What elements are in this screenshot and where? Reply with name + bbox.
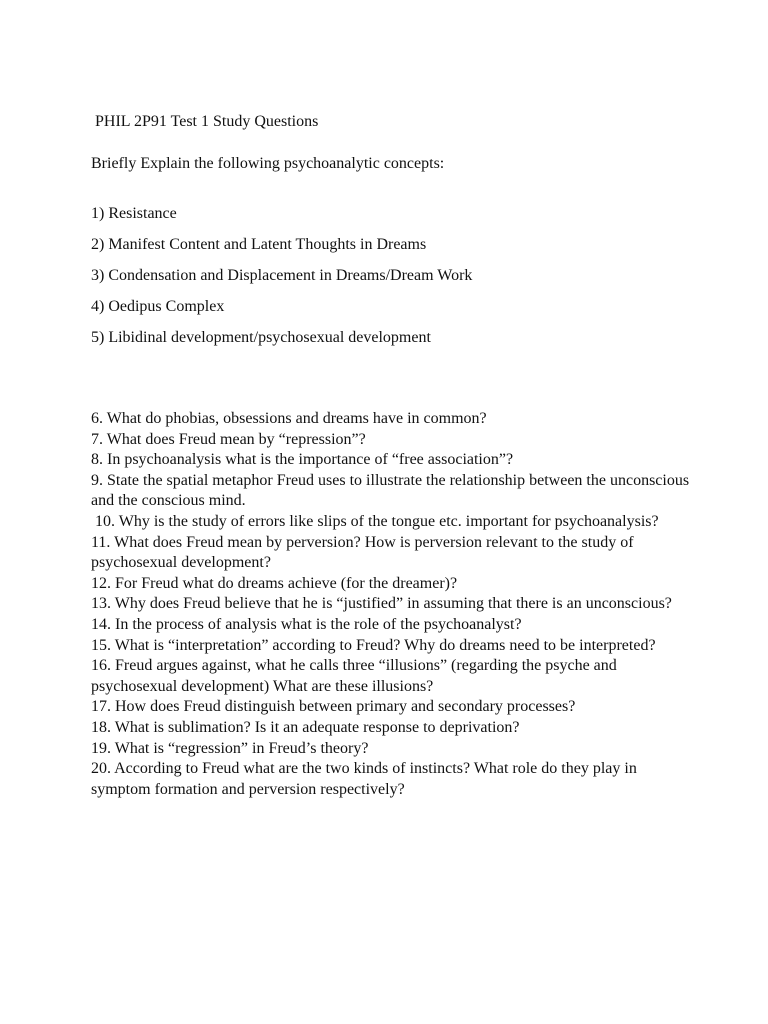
question-item: 19. What is “regression” in Freud’s theory? (91, 739, 369, 757)
question-item: 18. What is sublimation? Is it an adequate response to deprivation? (91, 718, 520, 736)
question-item: 11. What does Freud mean by perversion? How is perversion relevant to the study of psychosexual development? (91, 533, 634, 572)
concept-item: 1) Resistance (91, 205, 177, 222)
concept-item: 2) Manifest Content and Latent Thoughts in Dreams (91, 236, 427, 253)
question-item: 17. How does Freud distinguish between primary and secondary processes? (91, 698, 576, 716)
question-item: 14. In the process of analysis what is the role of the psychoanalyst? (91, 615, 522, 633)
question-list (91, 409, 691, 800)
question-item: 12. For Freud what do dreams achieve (for the dreamer)? (91, 574, 458, 592)
question-item: 9. State the spatial metaphor Freud uses to illustrate the relationship between the unconscious and the conscious mind. (91, 471, 690, 510)
question-item: 16. Freud argues against, what he calls three “illusions” (regarding the psyche and psychosexual development) What are these illusions? (91, 657, 617, 695)
concept-item: 3) Condensation and Displacement in Dreams/Dream Work (91, 267, 473, 284)
question-item: 13. Why does Freud believe that he is “justified” in assuming that there is an unconscious? (91, 595, 672, 613)
question-item: 20. According to Freud what are the two kinds of instincts? What role do they play in symptom formation and perversion respectively? (91, 760, 637, 798)
concept-item: 5) Libidinal development/psychosexual development (91, 329, 431, 346)
question-item: 15. What is “interpretation” according to Freud? Why do dreams need to be interpreted? (91, 636, 656, 654)
concept-item: 4) Oedipus Complex (91, 298, 225, 315)
question-item: 8. In psychoanalysis what is the importance of “free association”? (91, 451, 514, 469)
question-item: 10. Why is the study of errors like slips of the tongue etc. important for psychoanalysis? (95, 512, 659, 530)
instructions-text: Briefly Explain the following psychoanalytic concepts: (91, 155, 445, 172)
question-item: 7. What does Freud mean by “repression”? (91, 430, 366, 448)
concept-list (91, 203, 472, 358)
question-item: 6. What do phobias, obsessions and dreams have in common? (91, 410, 487, 427)
document-title: PHIL 2P91 Test 1 Study Questions (95, 113, 319, 130)
